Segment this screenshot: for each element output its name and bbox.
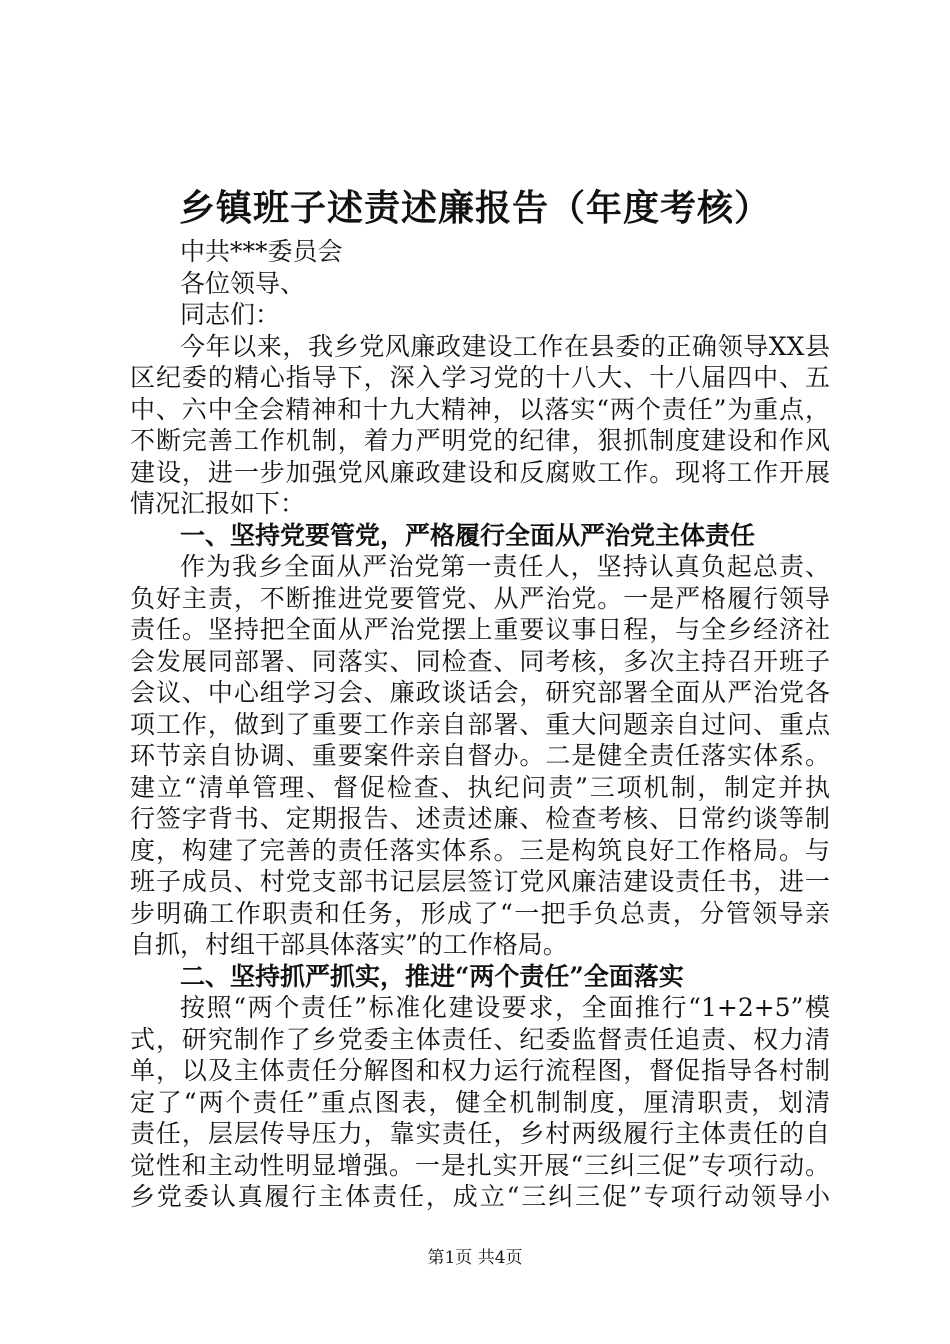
body-text-line: 式，研究制作了乡党委主体责任、纪委监督责任追责、权力清 bbox=[130, 1024, 830, 1054]
body-text-line: 乡党委认真履行主体责任，成立“三纠三促”专项行动领导小 bbox=[130, 1182, 830, 1211]
body-text-line: 作为我乡全面从严治党第一责任人，坚持认真负起总责、 bbox=[180, 552, 830, 581]
body-text-line: 情况汇报如下： bbox=[130, 489, 306, 518]
body-text-line: 建设，进一步加强党风廉政建设和反腐败工作。现将工作开展 bbox=[130, 457, 830, 487]
body-text-line: 按照“两个责任”标准化建设要求，全面推行“1+2+5”模 bbox=[180, 993, 830, 1022]
body-text-line: 中、六中全会精神和十九大精神，以落实“两个责任”为重点， bbox=[130, 394, 830, 424]
body-text-line: 会议、中心组学习会、廉政谈话会，研究部署全面从严治党各 bbox=[130, 678, 830, 707]
section-heading: 一、坚持党要管党，严格履行全面从严治党主体责任 bbox=[180, 520, 756, 550]
body-text-line: 行签字背书、定期报告、述责述廉、检查考核、日常约谈等制 bbox=[130, 804, 830, 833]
body-text-line: 建立“清单管理、督促检查、执纪问责”三项机制，制定并执 bbox=[130, 772, 830, 802]
body-text-line: 会发展同部署、同落实、同检查、同考核，多次主持召开班子 bbox=[130, 646, 830, 676]
body-text-line: 各位领导、 bbox=[180, 268, 306, 298]
body-text-line: 觉性和主动性明显增强。一是扎实开展“三纠三促”专项行动。 bbox=[130, 1150, 830, 1180]
body-text-line: 班子成员、村党支部书记层层签订党风廉洁建设责任书，进一 bbox=[130, 867, 830, 896]
body-text-line: 中共***委员会 bbox=[180, 237, 343, 266]
body-text-line: 定了“两个责任”重点图表，健全机制制度，厘清职责，划清 bbox=[130, 1087, 830, 1117]
body-text-line: 自抓，村组干部具体落实”的工作格局。 bbox=[130, 930, 568, 959]
body-text-line: 项工作，做到了重要工作亲自部署、重大问题亲自过问、重点 bbox=[130, 709, 830, 739]
body-text-line: 负好主责，不断推进党要管党、从严治党。一是严格履行领导 bbox=[130, 583, 830, 613]
body-text-line: 区纪委的精心指导下，深入学习党的十八大、十八届四中、五 bbox=[130, 363, 830, 392]
page-footer: 第1页 共4页 bbox=[427, 1248, 523, 1268]
body-text-line: 责任，层层传导压力，靠实责任，乡村两级履行主体责任的自 bbox=[130, 1119, 830, 1148]
body-text-line: 责任。坚持把全面从严治党摆上重要议事日程，与全乡经济社 bbox=[130, 615, 830, 644]
document-body bbox=[130, 236, 830, 1213]
document-title: 乡镇班子述责述廉报告（年度考核） bbox=[178, 187, 771, 229]
body-text-line: 同志们： bbox=[180, 300, 281, 329]
body-text-line: 单，以及主体责任分解图和权力运行流程图，督促指导各村制 bbox=[130, 1056, 830, 1085]
body-text-line: 不断完善工作机制，着力严明党的纪律，狠抓制度建设和作风 bbox=[130, 426, 830, 455]
body-text-line: 环节亲自协调、重要案件亲自督办。二是健全责任落实体系。 bbox=[130, 741, 830, 770]
body-text-line: 步明确工作职责和任务，形成了“一把手负总责，分管领导亲 bbox=[130, 898, 830, 928]
section-heading: 二、坚持抓严抓实，推进“两个责任”全面落实 bbox=[180, 961, 684, 991]
body-text-line: 今年以来，我乡党风廉政建设工作在县委的正确领导XX县 bbox=[180, 331, 830, 361]
body-text-line: 度，构建了完善的责任落实体系。三是构筑良好工作格局。与 bbox=[130, 835, 830, 865]
